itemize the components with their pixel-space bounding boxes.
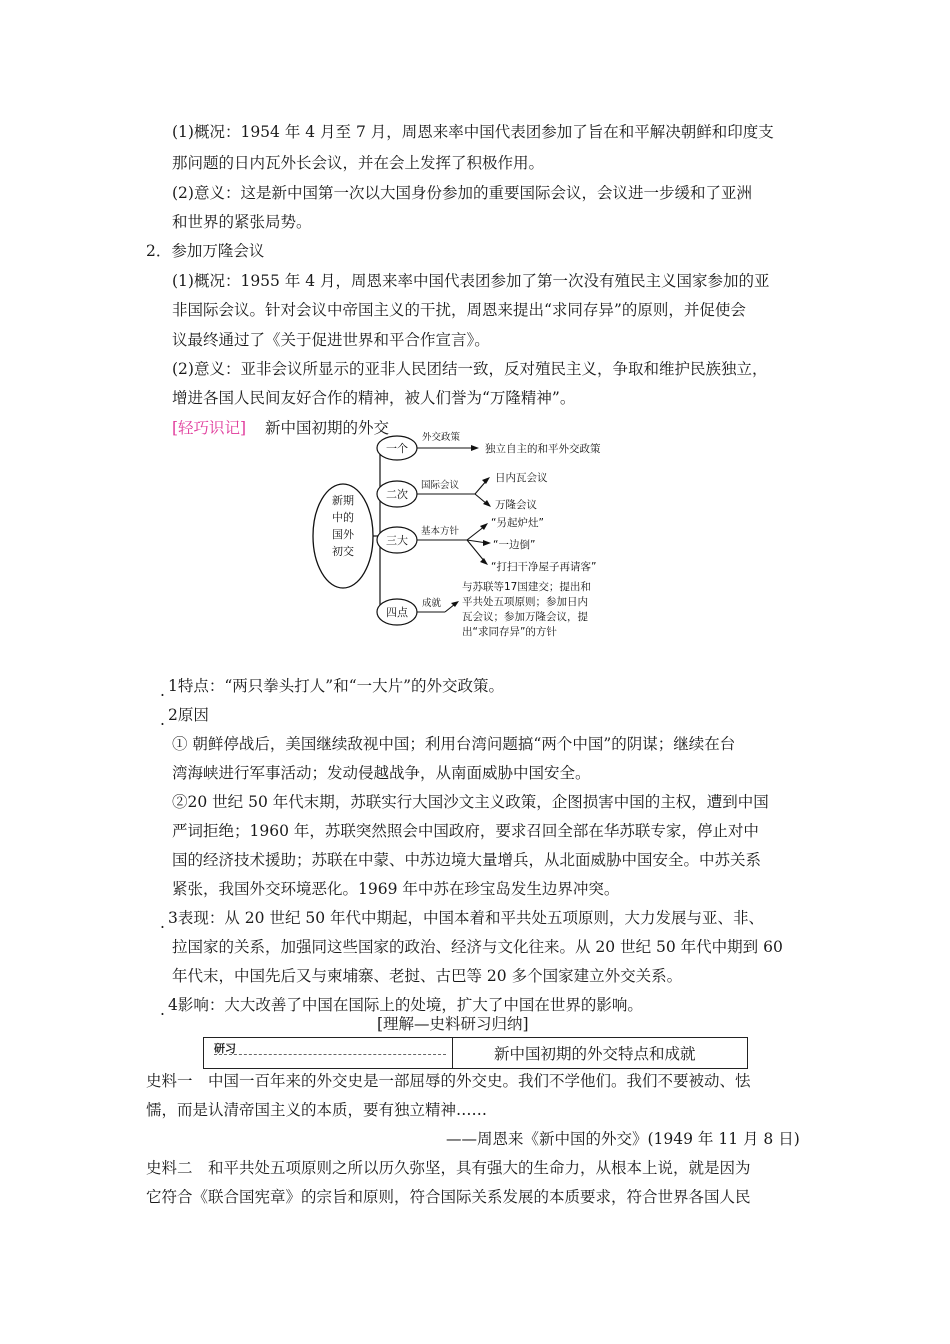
- node-text: 一个: [386, 442, 408, 455]
- section-heading: 2．参加万隆会议: [146, 242, 265, 260]
- text-line: 非国际会议。针对会议中帝国主义的干扰，周恩来提出“求同存异”的原则，并促使会: [172, 301, 746, 319]
- branch-label: 基本方针: [421, 526, 460, 537]
- branch-label: 成就: [422, 598, 442, 609]
- text-line: 4影响：大大改善了中国在国际上的处境，扩大了中国在世界的影响。: [168, 996, 643, 1014]
- policy-text: “打扫干净屋子再请客”: [491, 561, 597, 573]
- center-text: 新期: [332, 494, 354, 507]
- text-line: 2原因: [168, 706, 209, 724]
- study-title: 新中国初期的外交特点和成就: [494, 1045, 696, 1063]
- text-line: 拉国家的关系，加强同这些国家的政治、经济与文化往来。从 20 世纪 50 年代中期到 60: [172, 938, 783, 956]
- center-text: 中的: [332, 511, 354, 524]
- connector: [467, 540, 485, 562]
- text-line: 年代末，中国先后又与柬埔寨、老挝、古巴等 20 多个国家建立外交关系。: [172, 967, 683, 985]
- text-line: 增进各国人民间友好合作的精神，被人们誉为“万隆精神”。: [172, 389, 576, 407]
- achievement-text: 瓦会议；参加万隆会议，提: [462, 611, 588, 623]
- text-line: (2)意义：这是新中国第一次以大国身份参加的重要国际会议，会议进一步缓和了亚洲: [172, 184, 752, 202]
- arrowhead: [482, 477, 490, 484]
- arrowhead: [480, 558, 488, 565]
- text-line: 议最终通过了《关于促进世界和平合作宣言》。: [172, 331, 490, 349]
- node-text: 四点: [386, 606, 408, 619]
- text-line: ① 朝鲜停战后，美国继续敌视中国；利用台湾问题搞“两个中国”的阴谋；继续在台: [172, 735, 736, 753]
- text-line: 和世界的紧张局势。: [172, 213, 312, 231]
- text-line: 史料二 和平共处五项原则之所以历久弥坚，具有强大的生命力，从根本上说，就是因为: [146, 1159, 751, 1177]
- text-line: 3表现：从 20 世纪 50 年代中期起，中国本着和平共处五项原则，大力发展与亚、非、: [168, 909, 765, 927]
- policy-text: “另起炉灶”: [491, 517, 544, 529]
- section-header: [理解—史料研习归纳]: [377, 1015, 529, 1033]
- text-line: 湾海峡进行军事活动；发动侵越战争，从南面威胁中国安全。: [172, 764, 591, 782]
- text-line: 那问题的日内瓦外长会议，并在会上发挥了积极作用。: [172, 154, 545, 172]
- conference-text: 万隆会议: [495, 499, 537, 511]
- study-tag-cell: [204, 1038, 453, 1068]
- bullet-dot: .: [160, 1001, 165, 1019]
- text-line: ②20 世纪 50 年代末期，苏联实行大国沙文主义政策，企图损害中国的主权，遭到中国: [172, 793, 769, 811]
- text-line: (1)概况：1955 年 4 月，周恩来率中国代表团参加了第一次没有殖民主义国家参加的亚: [172, 272, 770, 290]
- text-line: 严词拒绝；1960 年，苏联突然照会中国政府，要求召回全部在华苏联专家，停止对中: [172, 822, 759, 840]
- center-text: 国外: [332, 528, 354, 541]
- tip-tag: [轻巧识记]: [172, 419, 247, 437]
- bullet-dot: .: [160, 682, 165, 700]
- text-line: 紧张，我国外交环境恶化。1969 年中苏在珍宝岛发生边界冲突。: [172, 880, 620, 898]
- text-line: (1)概况：1954 年 4 月至 7 月，周恩来率中国代表团参加了旨在和平解决朝鲜和印度支: [172, 123, 774, 141]
- center-text: 初交: [332, 545, 354, 558]
- text-line: 它符合《联合国宪章》的宗旨和原则，符合国际关系发展的本质要求，符合世界各国人民: [146, 1188, 751, 1206]
- node-text: 三大: [386, 534, 408, 547]
- text-line: 国的经济技术援助；苏联在中蒙、中苏边境大量增兵，从北面威胁中国安全。中苏关系: [172, 851, 762, 869]
- policy-text: 独立自主的和平外交政策: [485, 443, 601, 455]
- conference-text: 日内瓦会议: [495, 472, 548, 484]
- divider: [214, 1054, 446, 1055]
- bullet-dot: .: [160, 914, 165, 932]
- bullet-dot: .: [160, 711, 165, 729]
- arrowhead: [471, 445, 479, 451]
- text-line: 懦，而是认清帝国主义的本质，要有独立精神……: [146, 1101, 488, 1119]
- branch-label: 国际会议: [421, 480, 460, 491]
- node-text: 二次: [386, 488, 408, 501]
- branch-label: 外交政策: [422, 432, 461, 443]
- achievement-text: 平共处五项原则；参加日内: [462, 596, 588, 608]
- study-tag: 研习: [214, 1042, 236, 1055]
- achievement-text: 出“求同存异”的方针: [462, 626, 557, 638]
- text-line: 史料一 中国一百年来的外交史是一部屈辱的外交史。我们不学他们。我们不要被动、怯: [146, 1072, 751, 1090]
- diplomacy-mind-map: [305, 428, 665, 650]
- citation: ——周恩来《新中国的外交》(1949 年 11 月 8 日): [446, 1130, 800, 1148]
- study-table: [203, 1037, 748, 1069]
- tip-title: 新中国初期的外交: [265, 419, 390, 437]
- text-line: (2)意义：亚非会议所显示的亚非人民团结一致，反对殖民主义，争取和维护民族独立，: [172, 360, 768, 378]
- achievement-text: 与苏联等17国建交；提出和: [462, 581, 591, 593]
- policy-text: “一边倒”: [493, 539, 536, 551]
- text-line: 1特点：“两只拳头打人”和“一大片”的外交政策。: [168, 677, 505, 695]
- arrowhead: [483, 540, 491, 546]
